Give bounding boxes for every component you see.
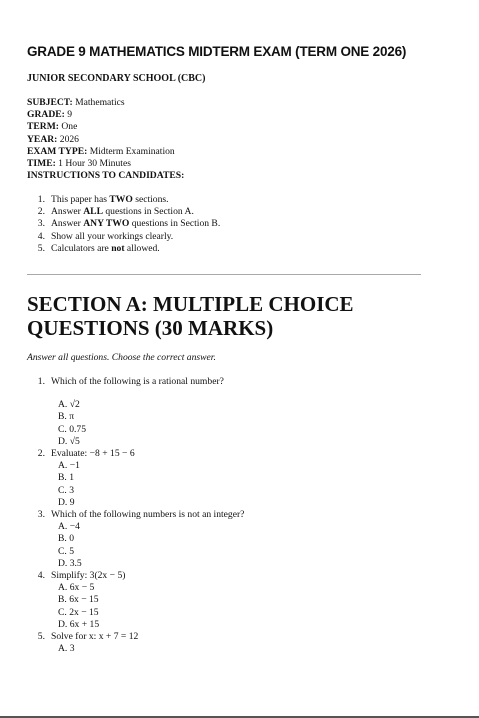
answer-option: A. −4 <box>58 521 80 533</box>
instruction-text-part: sections. <box>132 194 169 205</box>
meta-value: 1 Hour 30 Minutes <box>55 158 131 170</box>
instruction-text <box>51 206 194 218</box>
question-number: 5. <box>37 631 45 643</box>
meta-value: 2026 <box>57 133 79 145</box>
meta-label: EXAM TYPE: <box>27 145 88 157</box>
answer-option: A. 6x − 5 <box>58 582 95 594</box>
meta-value: Mathematics <box>72 97 125 108</box>
answer-option: B. 1 <box>58 472 74 484</box>
exam-title: GRADE 9 MATHEMATICS MIDTERM EXAM (TERM ONE 2026) <box>27 44 407 59</box>
question-3 <box>27 509 244 570</box>
answer-option: D. 9 <box>58 496 75 508</box>
instruction-text-part: questions in Section B. <box>129 218 221 230</box>
section-a-title: SECTION A: MULTIPLE CHOICE QUESTIONS (30 MARKS) <box>27 292 354 340</box>
instruction-text-part: allowed. <box>124 242 160 254</box>
answer-option: C. 5 <box>58 545 74 557</box>
answer-option: C. 2x − 15 <box>58 606 99 618</box>
instruction-text <box>51 243 160 255</box>
answer-option: D. √5 <box>58 435 80 447</box>
instruction-emphasis: ALL <box>83 206 103 218</box>
instruction-number: 5. <box>37 242 45 254</box>
instruction-number: 1. <box>37 194 45 205</box>
question-text: Which of the following is a rational number? <box>51 376 224 387</box>
meta-value: One <box>58 121 78 133</box>
answer-option: D. 6x + 15 <box>58 618 100 630</box>
question-text: Which of the following numbers is not an integer? <box>51 509 245 521</box>
instruction-text <box>51 218 220 230</box>
instruction-emphasis: ANY TWO <box>83 218 130 230</box>
question-text: Evaluate: −8 + 15 − 6 <box>51 448 135 460</box>
instruction-text-part: Show all your workings clearly. <box>51 230 174 242</box>
answer-option: B. π <box>58 411 75 423</box>
school-name: JUNIOR SECONDARY SCHOOL (CBC) <box>27 73 206 84</box>
answer-option: A. √2 <box>58 399 80 411</box>
instruction-text-part: Answer <box>51 218 84 230</box>
question-number: 2. <box>37 448 45 460</box>
question-stem <box>27 570 244 582</box>
questions-list <box>27 376 244 655</box>
question-stem <box>27 631 244 643</box>
question-1 <box>27 376 244 448</box>
section-a-note: Answer all questions. Choose the correct answer. <box>27 352 216 363</box>
meta-label: YEAR: <box>27 133 58 145</box>
exam-details <box>27 97 184 182</box>
instruction-text-part: Answer <box>51 206 84 218</box>
meta-row <box>27 109 184 121</box>
instruction-item <box>27 231 220 243</box>
instructions-list <box>27 194 220 255</box>
answer-option: D. 3.5 <box>58 557 82 569</box>
answer-option: A. −1 <box>58 460 80 472</box>
question-spacer <box>27 388 244 399</box>
instruction-number: 2. <box>37 206 45 218</box>
meta-value: 9 <box>64 109 73 121</box>
question-stem <box>27 448 244 460</box>
instruction-item <box>27 218 220 230</box>
meta-label: TERM: <box>27 121 59 133</box>
meta-value: Midterm Examination <box>87 145 175 157</box>
instruction-number: 4. <box>37 230 45 242</box>
question-2 <box>27 448 244 509</box>
meta-row <box>27 134 184 146</box>
meta-label: TIME: <box>27 158 56 170</box>
question-number: 4. <box>37 570 45 582</box>
answer-option: A. 3 <box>58 643 75 655</box>
question-stem <box>27 509 244 521</box>
instruction-emphasis: not <box>111 242 125 254</box>
meta-label: GRADE: <box>27 109 65 121</box>
horizontal-divider <box>27 274 421 275</box>
answer-option: C. 3 <box>58 484 74 496</box>
meta-label: SUBJECT: <box>27 97 73 108</box>
instruction-text <box>51 231 173 243</box>
answer-option: B. 6x − 15 <box>58 594 99 606</box>
meta-row <box>27 170 184 182</box>
question-text: Solve for x: x + 7 = 12 <box>51 631 139 643</box>
question-4 <box>27 570 244 631</box>
meta-row <box>27 158 184 170</box>
instruction-text-part: Calculators are <box>51 242 112 254</box>
instruction-text-part: This paper has <box>51 194 110 205</box>
instruction-emphasis: TWO <box>109 194 133 205</box>
instruction-item <box>27 243 220 255</box>
meta-label: INSTRUCTIONS TO CANDIDATES: <box>27 170 185 182</box>
question-number: 1. <box>37 376 45 387</box>
instruction-item <box>27 194 220 206</box>
instruction-text-part: questions in Section A. <box>102 206 194 218</box>
meta-row <box>27 97 184 109</box>
question-5 <box>27 631 244 655</box>
instruction-text <box>51 194 169 206</box>
instruction-number: 3. <box>37 218 45 230</box>
instruction-item <box>27 206 220 218</box>
question-stem <box>27 376 244 388</box>
meta-row <box>27 121 184 133</box>
question-number: 3. <box>37 509 45 521</box>
question-text: Simplify: 3(2x − 5) <box>51 570 126 582</box>
answer-option: C. 0.75 <box>58 423 86 435</box>
answer-option: B. 0 <box>58 533 74 545</box>
meta-row <box>27 146 184 158</box>
